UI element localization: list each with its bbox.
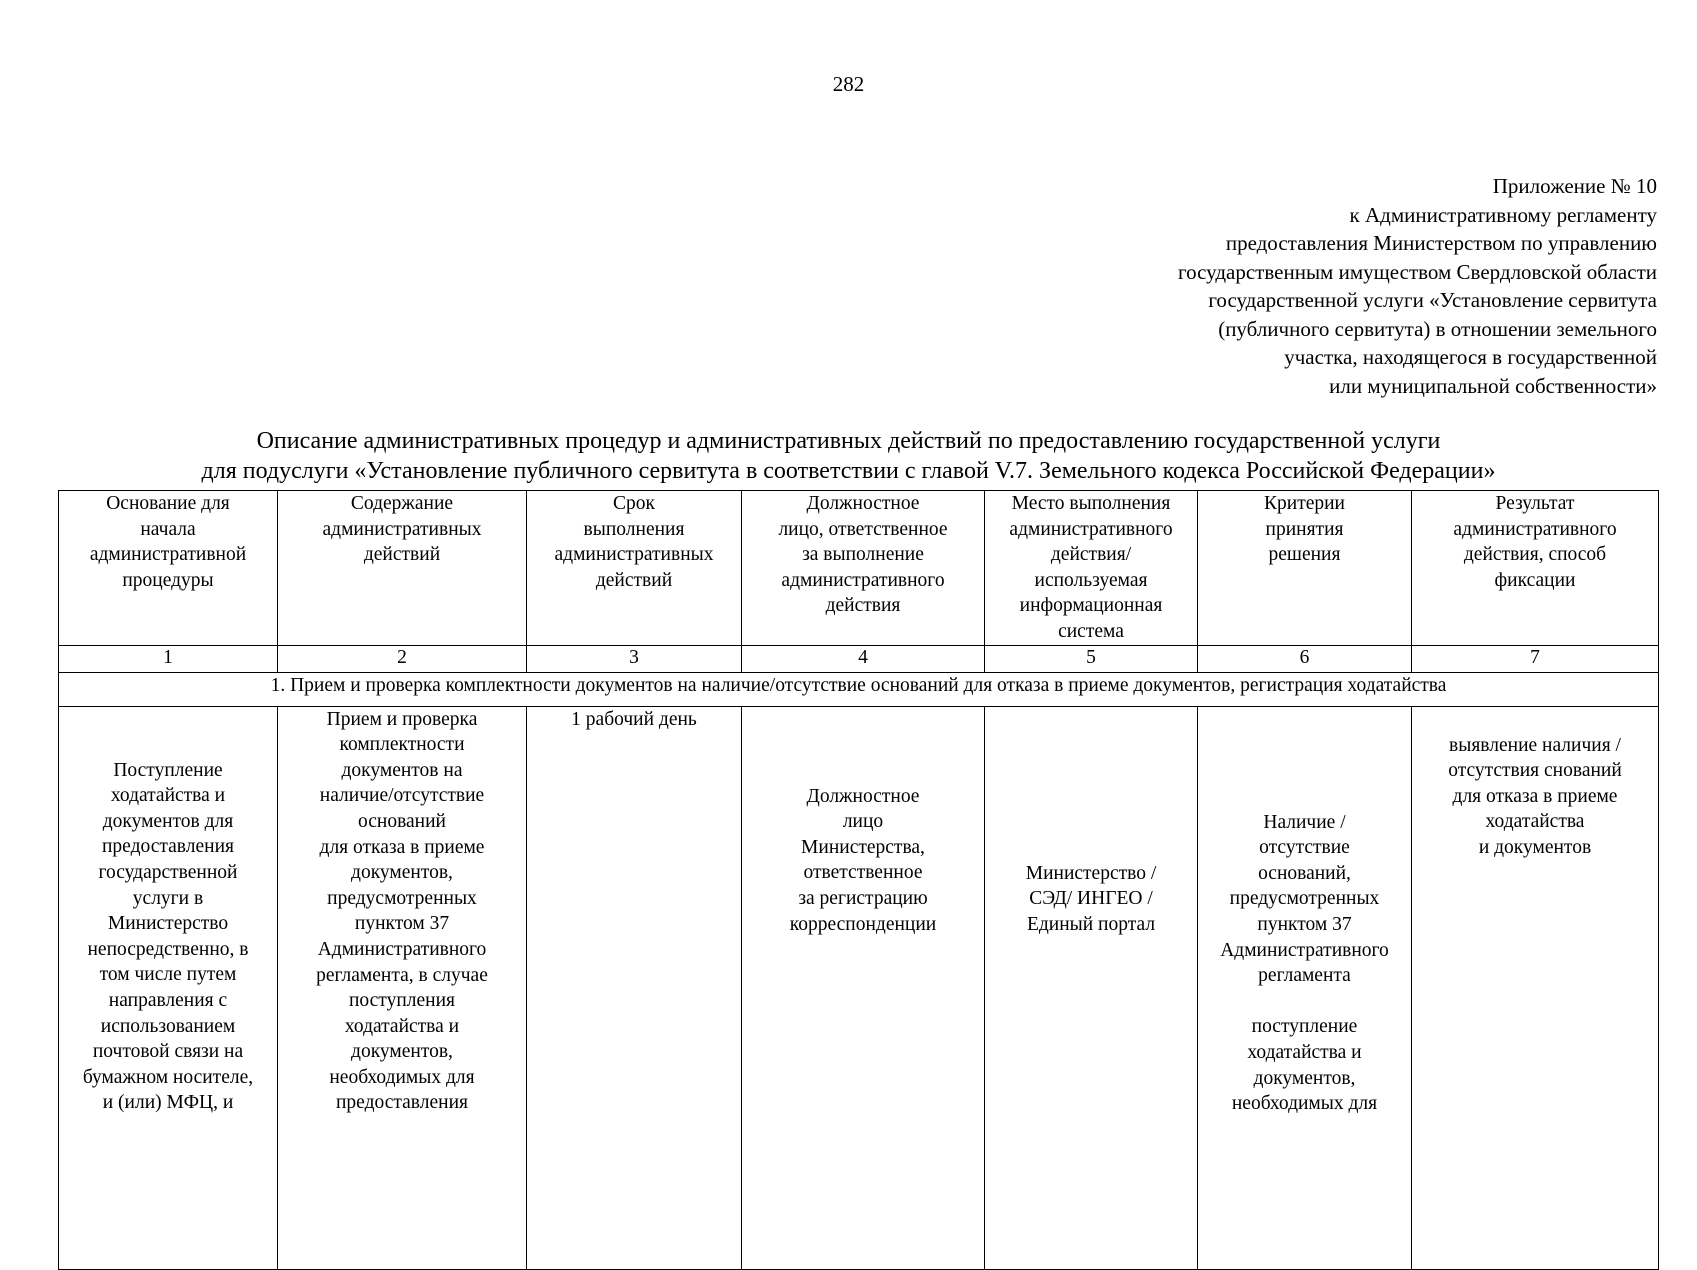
page-number: 282 — [832, 72, 865, 96]
appendix-block — [957, 172, 1657, 400]
header-cell-content: Содержание административных действий — [278, 491, 527, 646]
column-number-row — [59, 645, 1659, 672]
appendix-line: или муниципальной собственности» — [1329, 373, 1657, 398]
cell-content: Прием и проверка комплектности документов на наличие/отсутствие оснований для отказа в приеме документов, предусмотренных пунктом 37 Административного регламента, в случае поступления ходатайства и документов, необходимых для предоставления — [278, 706, 527, 1269]
document-title-line-2: для подуслуги «Установление публичного сервитута в соответствии с главой V.7. Земельного кодекса Российской Федерации» — [201, 458, 1496, 484]
table-row — [59, 706, 1659, 1269]
column-number: 4 — [742, 645, 985, 672]
header-cell-result: Результат административного действия, способ фиксации — [1412, 491, 1659, 646]
document-title-line-1: Описание административных процедур и административных действий по предоставлению государственной услуги — [256, 428, 1441, 454]
appendix-line: к Административному регламенту — [1349, 202, 1657, 227]
column-number: 5 — [985, 645, 1198, 672]
section-title: 1. Прием и проверка комплектности документов на наличие/отсутствие оснований для отказа в приеме документов, регистрация ходатайства — [59, 672, 1659, 706]
appendix-line: государственным имуществом Свердловской области — [1178, 259, 1657, 284]
document-title — [0, 426, 1697, 486]
column-number: 7 — [1412, 645, 1659, 672]
column-number: 6 — [1198, 645, 1412, 672]
header-cell-place: Место выполнения административного действия/ используемая информационная система — [985, 491, 1198, 646]
cell-term: 1 рабочий день — [527, 706, 742, 1269]
appendix-line: государственной услуги «Установление сервитута — [1208, 288, 1657, 312]
cell-result: выявление наличия / отсутствия снований для отказа в приеме ходатайства и документов — [1412, 706, 1659, 1269]
appendix-line: Приложение № 10 — [1492, 174, 1657, 198]
procedures-table — [58, 490, 1659, 1270]
header-cell-criteria: Критерии принятия решения — [1198, 491, 1412, 646]
table-header-row — [59, 491, 1659, 646]
header-cell-term: Срок выполнения административных действий — [527, 491, 742, 646]
cell-basis: Поступление ходатайства и документов для предоставления государственной услуги в Министерство непосредственно, в том числе путем направления с использованием почтовой связи на бумажном носителе, и (или) МФЦ, и — [59, 706, 278, 1269]
appendix-line: предоставления Министерством по управлению — [1225, 231, 1657, 255]
cell-official: Должностное лицо Министерства, ответственное за регистрацию корреспонденции — [742, 706, 985, 1269]
section-row — [59, 672, 1659, 706]
cell-place: Министерство / СЭД/ ИНГЕО / Единый портал — [985, 706, 1198, 1269]
appendix-line: (публичного сервитута) в отношении земельного — [1218, 316, 1657, 341]
header-cell-official: Должностное лицо, ответственное за выполнение административного действия — [742, 491, 985, 646]
appendix-line: участка, находящегося в государственной — [1284, 345, 1657, 369]
column-number: 2 — [278, 645, 527, 672]
column-number: 3 — [527, 645, 742, 672]
header-cell-basis: Основание для начала административной процедуры — [59, 491, 278, 646]
column-number: 1 — [59, 645, 278, 672]
cell-criteria: Наличие / отсутствие оснований, предусмотренных пунктом 37 Административного регламента поступление ходатайства и документов, необходимых для — [1198, 706, 1412, 1269]
